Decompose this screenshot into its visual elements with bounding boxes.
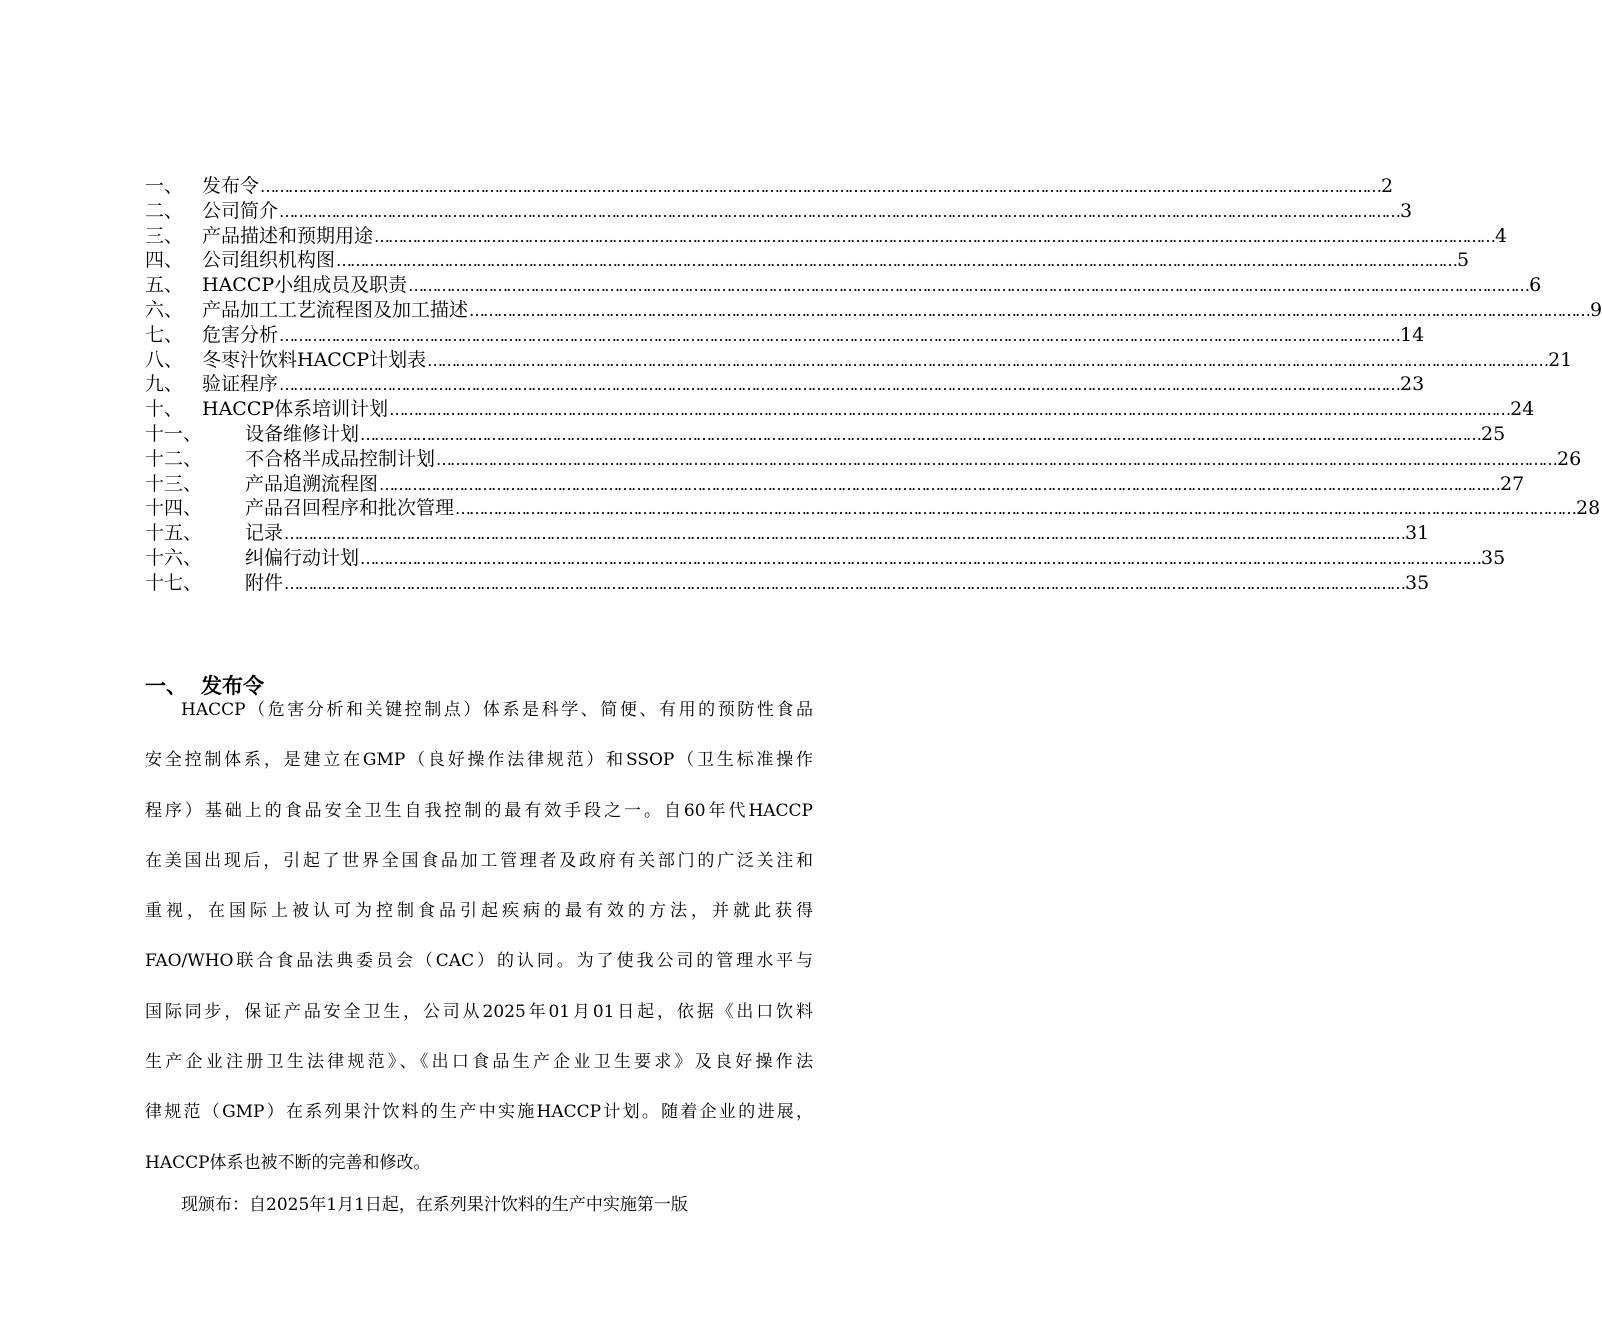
toc-entry-number: 四、: [145, 249, 184, 272]
toc-entry: [145, 248, 1470, 273]
toc-entry-page: 31: [1405, 522, 1430, 545]
toc-entry: [145, 199, 1413, 224]
toc-entry-title: 附件: [245, 571, 284, 594]
toc-entry-number: 十、: [145, 398, 184, 421]
toc-entry: [145, 496, 1601, 521]
toc-entry-number: 七、: [145, 323, 184, 346]
paragraph-2: [145, 1190, 813, 1240]
toc-leader-dots: ……………………………………………………………………………………………………………………………………………………………………………………………………………………: [389, 400, 1510, 420]
toc-entry-title: 产品追溯流程图: [245, 472, 379, 495]
toc-entry: [145, 323, 1425, 348]
toc-entry-title: 冬枣汁饮料HACCP计划表: [202, 348, 427, 371]
toc-entry-number: 十六、: [145, 546, 203, 569]
toc-entry: [145, 472, 1525, 497]
toc-entry: [145, 521, 1430, 546]
toc-leader-dots: ……………………………………………………………………………………………………………………………………………………………………………………………………………………: [436, 449, 1557, 469]
toc-leader-dots: ……………………………………………………………………………………………………………………………………………………………………………………………………………………: [360, 548, 1481, 568]
toc-entry-page: 2: [1381, 175, 1394, 197]
toc-entry: [145, 348, 1573, 373]
toc-leader-dots: ……………………………………………………………………………………………………………………………………………………………………………………………………………………: [284, 573, 1405, 593]
toc-entry: [145, 422, 1506, 447]
toc-entry: [145, 298, 1602, 323]
paragraph-line: FAO/WHO联合食品法典委员会（CAC）的认同。为了使我公司的管理水平与: [145, 951, 813, 972]
paragraph-line: 现颁布：自2025年1月1日起，在系列果汁饮料的生产中实施第一版: [181, 1195, 688, 1215]
paragraph-line: HACCP体系也被不断的完善和修改。: [145, 1152, 431, 1173]
toc-entry-title: 发布令: [202, 175, 260, 197]
toc-entry-number: 十七、: [145, 571, 203, 594]
toc-entry-title: 公司简介: [202, 199, 279, 222]
toc-entry: [145, 224, 1508, 249]
toc-entry: [145, 174, 1394, 199]
toc-entry-title: 产品加工工艺流程图及加工描述: [202, 298, 469, 321]
toc-leader-dots: ……………………………………………………………………………………………………………………………………………………………………………………………………………………: [427, 350, 1548, 370]
paragraph-line: 生产企业注册卫生法律规范》、《出口食品生产企业卫生要求》及良好操作法: [145, 1052, 813, 1073]
paragraph-line: 安全控制体系，是建立在GMP（良好操作法律规范）和SSOP（卫生标准操作: [145, 750, 813, 771]
toc-entry-page: 21: [1548, 348, 1573, 371]
toc-entry-page: 24: [1510, 398, 1535, 421]
paragraph-line: 律规范（GMP）在系列果汁饮料的生产中实施HACCP计划。随着企业的进展，: [145, 1102, 813, 1123]
toc-entry-title: 产品描述和预期用途: [202, 224, 374, 247]
toc-entry-number: 六、: [145, 298, 184, 321]
toc-entry-title: 公司组织机构图: [202, 249, 336, 272]
paragraph-line: 在美国出现后，引起了世界全国食品加工管理者及政府有关部门的广泛关注和: [145, 850, 813, 871]
toc-entry-page: 26: [1557, 447, 1582, 470]
table-of-contents: [145, 174, 1602, 596]
toc-leader-dots: ……………………………………………………………………………………………………………………………………………………………………………………………………………………: [284, 524, 1405, 544]
section-title: 发布令: [201, 673, 264, 698]
toc-entry: [145, 571, 1430, 596]
toc-entry-page: 14: [1400, 323, 1425, 346]
toc-leader-dots: ……………………………………………………………………………………………………………………………………………………………………………………………………………………: [360, 424, 1481, 444]
paragraph-1: [145, 695, 813, 1198]
toc-entry-page: 28: [1576, 497, 1601, 520]
toc-entry-number: 二、: [145, 199, 184, 222]
toc-entry: [145, 397, 1535, 422]
toc-leader-dots: ……………………………………………………………………………………………………………………………………………………………………………………………………………………: [408, 276, 1529, 296]
toc-entry-page: 3: [1400, 199, 1413, 222]
toc-leader-dots: ……………………………………………………………………………………………………………………………………………………………………………………………………………………: [379, 474, 1500, 494]
toc-entry-title: 验证程序: [202, 373, 279, 396]
toc-entry-page: 23: [1400, 373, 1425, 396]
toc-entry: [145, 447, 1582, 472]
toc-leader-dots: ……………………………………………………………………………………………………………………………………………………………………………………………………………………: [455, 499, 1576, 519]
paragraph-line: HACCP（危害分析和关键控制点）体系是科学、简便、有用的预防性食品: [181, 700, 813, 720]
toc-entry-title: 危害分析: [202, 323, 279, 346]
toc-leader-dots: ……………………………………………………………………………………………………………………………………………………………………………………………………………………: [260, 177, 1381, 196]
toc-entry-number: 八、: [145, 348, 184, 371]
toc-entry: [145, 372, 1425, 397]
toc-entry-number: 十一、: [145, 422, 203, 445]
section-number: 一、: [145, 673, 187, 698]
toc-entry-number: 五、: [145, 274, 184, 297]
toc-entry-number: 十四、: [145, 497, 203, 520]
toc-entry-number: 十二、: [145, 447, 203, 470]
toc-entry-title: 设备维修计划: [245, 422, 360, 445]
toc-leader-dots: ……………………………………………………………………………………………………………………………………………………………………………………………………………………: [279, 375, 1400, 395]
toc-leader-dots: ……………………………………………………………………………………………………………………………………………………………………………………………………………………: [374, 226, 1495, 246]
paragraph-line: 程序）基础上的食品安全卫生自我控制的最有效手段之一。自60年代HACCP: [145, 800, 813, 821]
toc-entry-page: 35: [1405, 571, 1430, 594]
toc-leader-dots: ……………………………………………………………………………………………………………………………………………………………………………………………………………………: [336, 251, 1457, 271]
toc-entry-title: 不合格半成品控制计划: [245, 447, 436, 470]
toc-entry-number: 三、: [145, 224, 184, 247]
toc-leader-dots: ……………………………………………………………………………………………………………………………………………………………………………………………………………………: [469, 300, 1590, 320]
toc-entry-number: 九、: [145, 373, 184, 396]
toc-entry-page: 27: [1500, 472, 1525, 495]
toc-entry-title: HACCP小组成员及职责: [202, 274, 408, 297]
toc-entry: [145, 546, 1506, 571]
paragraph-line: 重视，在国际上被认可为控制食品引起疾病的最有效的方法，并就此获得: [145, 901, 813, 922]
toc-entry-page: 4: [1495, 224, 1508, 247]
toc-leader-dots: ……………………………………………………………………………………………………………………………………………………………………………………………………………………: [279, 325, 1400, 345]
toc-entry-title: 产品召回程序和批次管理: [245, 497, 455, 520]
toc-entry-page: 6: [1529, 274, 1542, 297]
toc-leader-dots: ……………………………………………………………………………………………………………………………………………………………………………………………………………………: [279, 201, 1400, 221]
toc-entry-title: 纠偏行动计划: [245, 546, 360, 569]
toc-entry-page: 9: [1590, 298, 1602, 321]
toc-entry-title: HACCP体系培训计划: [202, 398, 389, 421]
toc-entry-number: 一、: [145, 175, 184, 197]
toc-entry-page: 35: [1481, 546, 1506, 569]
toc-entry-number: 十五、: [145, 522, 203, 545]
toc-entry-title: 记录: [245, 522, 284, 545]
toc-entry-page: 5: [1457, 249, 1470, 272]
toc-entry-number: 十三、: [145, 472, 203, 495]
paragraph-line: 国际同步，保证产品安全卫生，公司从2025年01月01日起，依据《出口饮料: [145, 1001, 813, 1022]
toc-entry-page: 25: [1481, 422, 1506, 445]
toc-entry: [145, 273, 1542, 298]
